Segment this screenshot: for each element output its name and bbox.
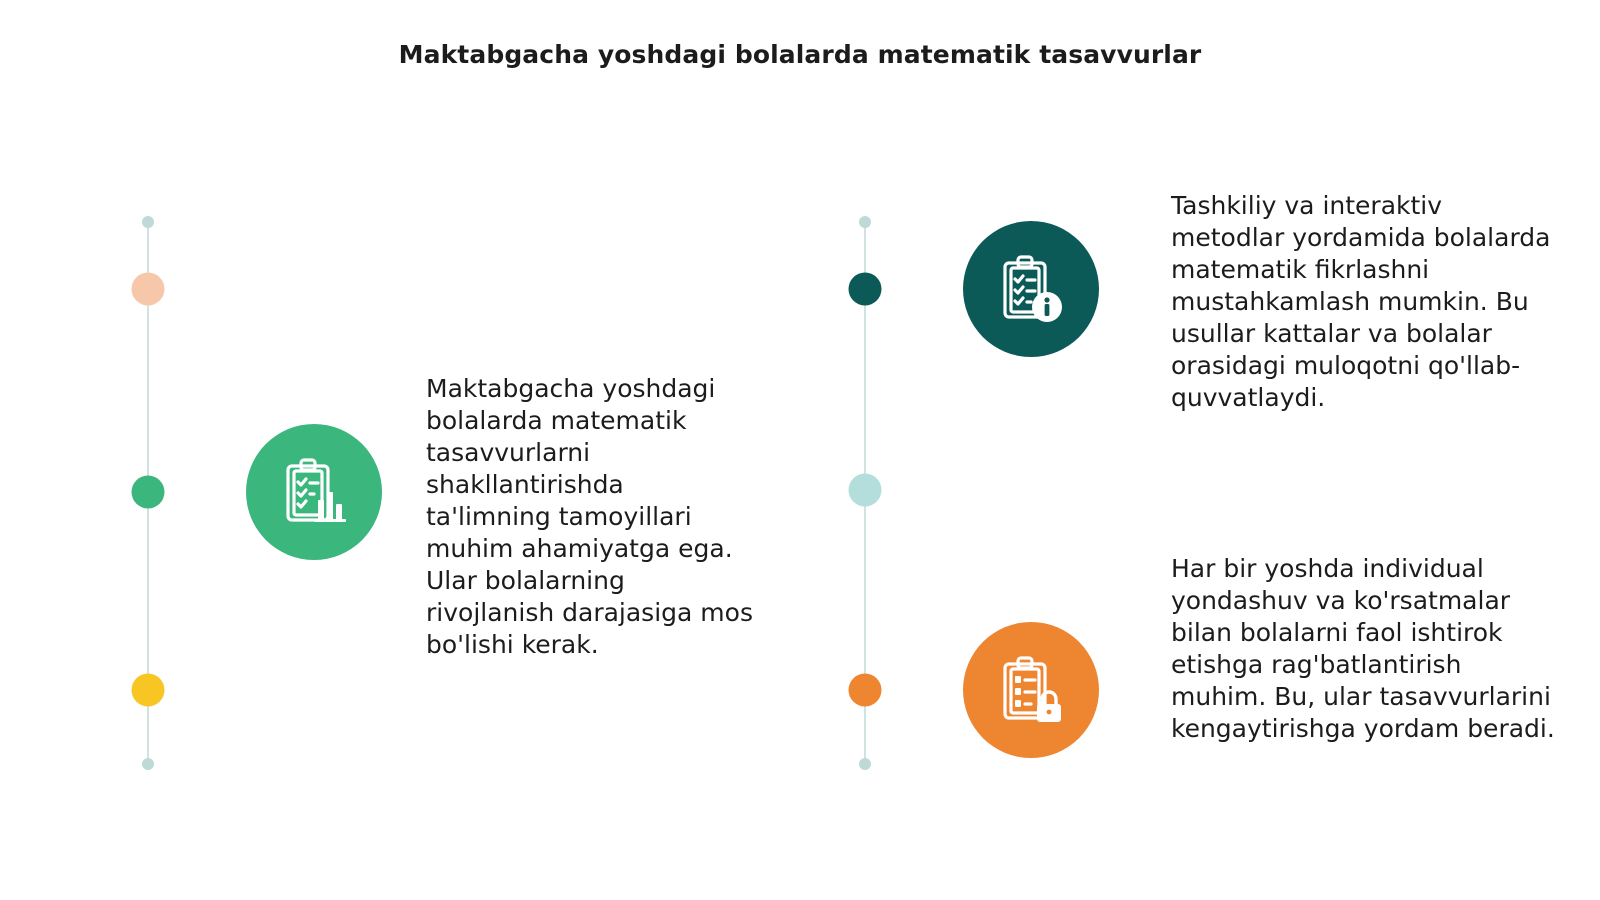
clipboard-info-icon	[995, 253, 1067, 325]
icon-circle-green	[246, 424, 382, 560]
left-timeline-dot-yellow	[132, 674, 165, 707]
icon-circle-orange	[963, 622, 1099, 758]
left-timeline-top-end	[142, 216, 154, 228]
item-2-text: Tashkiliy va interaktiv metodlar yordamida bolalarda matematik fikrlashni mustahkamlash mumkin. Bu usullar kattalar va bolalar orasidagi muloqotni qo'llab-quvvatlaydi.	[1171, 191, 1551, 412]
page-title: Maktabgacha yoshdagi bolalarda matematik tasavvurlar	[398, 40, 1202, 69]
left-timeline-bottom-end	[142, 758, 154, 770]
clipboard-lock-icon	[995, 654, 1067, 726]
left-timeline-dot-peach	[132, 273, 165, 306]
item-3-text: Har bir yoshda individual yondashuv va ko'rsatmalar bilan bolalarni faol ishtirok etishga rag'batlantirish muhim. Bu, ular tasavvurlarini kengaytirishga yordam beradi.	[1171, 554, 1555, 743]
right-timeline-top-end	[859, 216, 871, 228]
icon-circle-dark-teal	[963, 221, 1099, 357]
right-timeline-bottom-end	[859, 758, 871, 770]
item-1-text: Maktabgacha yoshdagi bolalarda matematik tasavvurlarni shakllantirishda ta'limning tamoyillari muhim ahamiyatga ega. Ular bolalarning rivojlanish darajasiga mos bo'lishi kerak.	[426, 374, 753, 659]
right-timeline-dot-light-teal	[849, 474, 882, 507]
right-timeline-dot-orange	[849, 674, 882, 707]
clipboard-chart-icon	[278, 456, 350, 528]
left-timeline-dot-green	[132, 476, 165, 509]
right-timeline-dot-dark-teal	[849, 273, 882, 306]
